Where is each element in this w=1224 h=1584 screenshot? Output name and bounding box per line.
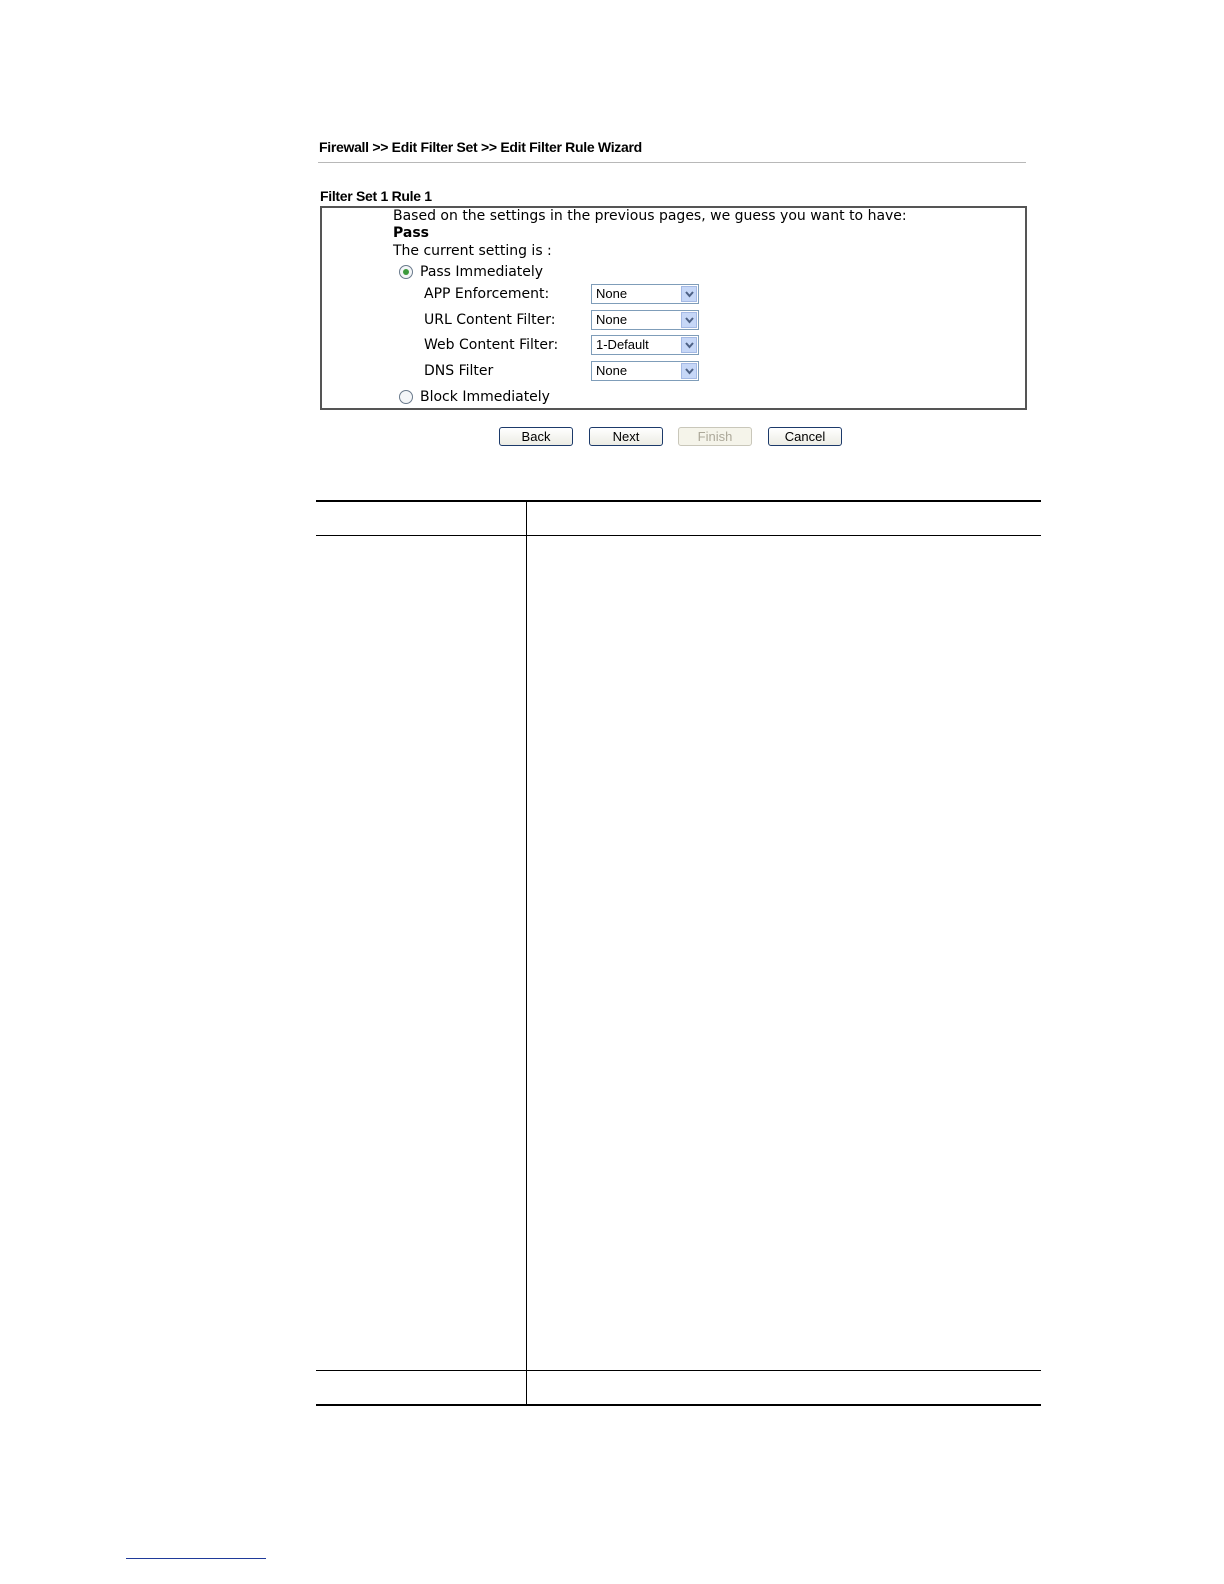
finish-button: Finish <box>678 427 752 446</box>
guess-text: Pass <box>393 225 429 241</box>
table-column-divider <box>526 500 527 1405</box>
next-button[interactable]: Next <box>589 427 663 446</box>
web-content-filter-select[interactable] <box>591 335 699 355</box>
chevron-down-icon[interactable] <box>681 363 697 379</box>
current-setting-label: The current setting is : <box>393 243 552 259</box>
table-top-rule <box>316 500 1041 502</box>
select-value: None <box>596 312 628 327</box>
table-bottom-rule <box>316 1404 1041 1406</box>
url-content-filter-select[interactable] <box>591 310 699 330</box>
select-value: None <box>596 363 628 378</box>
select-value: None <box>596 286 628 301</box>
web-content-filter-label: Web Content Filter: <box>424 337 559 353</box>
table-header-rule <box>316 535 1041 536</box>
table-row-rule <box>316 1370 1041 1371</box>
cancel-button[interactable]: Cancel <box>768 427 842 446</box>
footer-link-underline[interactable] <box>126 1558 266 1559</box>
pass-immediately-radio[interactable] <box>399 265 413 279</box>
radio-selected-dot <box>403 269 409 275</box>
back-button[interactable]: Back <box>499 427 573 446</box>
pass-immediately-label[interactable]: Pass Immediately <box>420 264 544 280</box>
chevron-down-icon[interactable] <box>681 286 697 302</box>
intro-text: Based on the settings in the previous pages, we guess you want to have: <box>393 208 907 224</box>
chevron-down-icon[interactable] <box>681 312 697 328</box>
select-value: 1-Default <box>596 337 649 352</box>
title-divider <box>318 162 1026 163</box>
url-content-filter-label: URL Content Filter: <box>424 312 556 328</box>
chevron-down-icon[interactable] <box>681 337 697 353</box>
block-immediately-label[interactable]: Block Immediately <box>420 389 550 405</box>
block-immediately-radio[interactable] <box>399 390 413 404</box>
section-title: Filter Set 1 Rule 1 <box>320 188 432 204</box>
breadcrumb: Firewall >> Edit Filter Set >> Edit Filter Rule Wizard <box>319 139 642 155</box>
app-enforcement-select[interactable] <box>591 284 699 304</box>
dns-filter-select[interactable] <box>591 361 699 381</box>
app-enforcement-label: APP Enforcement: <box>424 286 550 302</box>
dns-filter-label: DNS Filter <box>424 363 494 379</box>
